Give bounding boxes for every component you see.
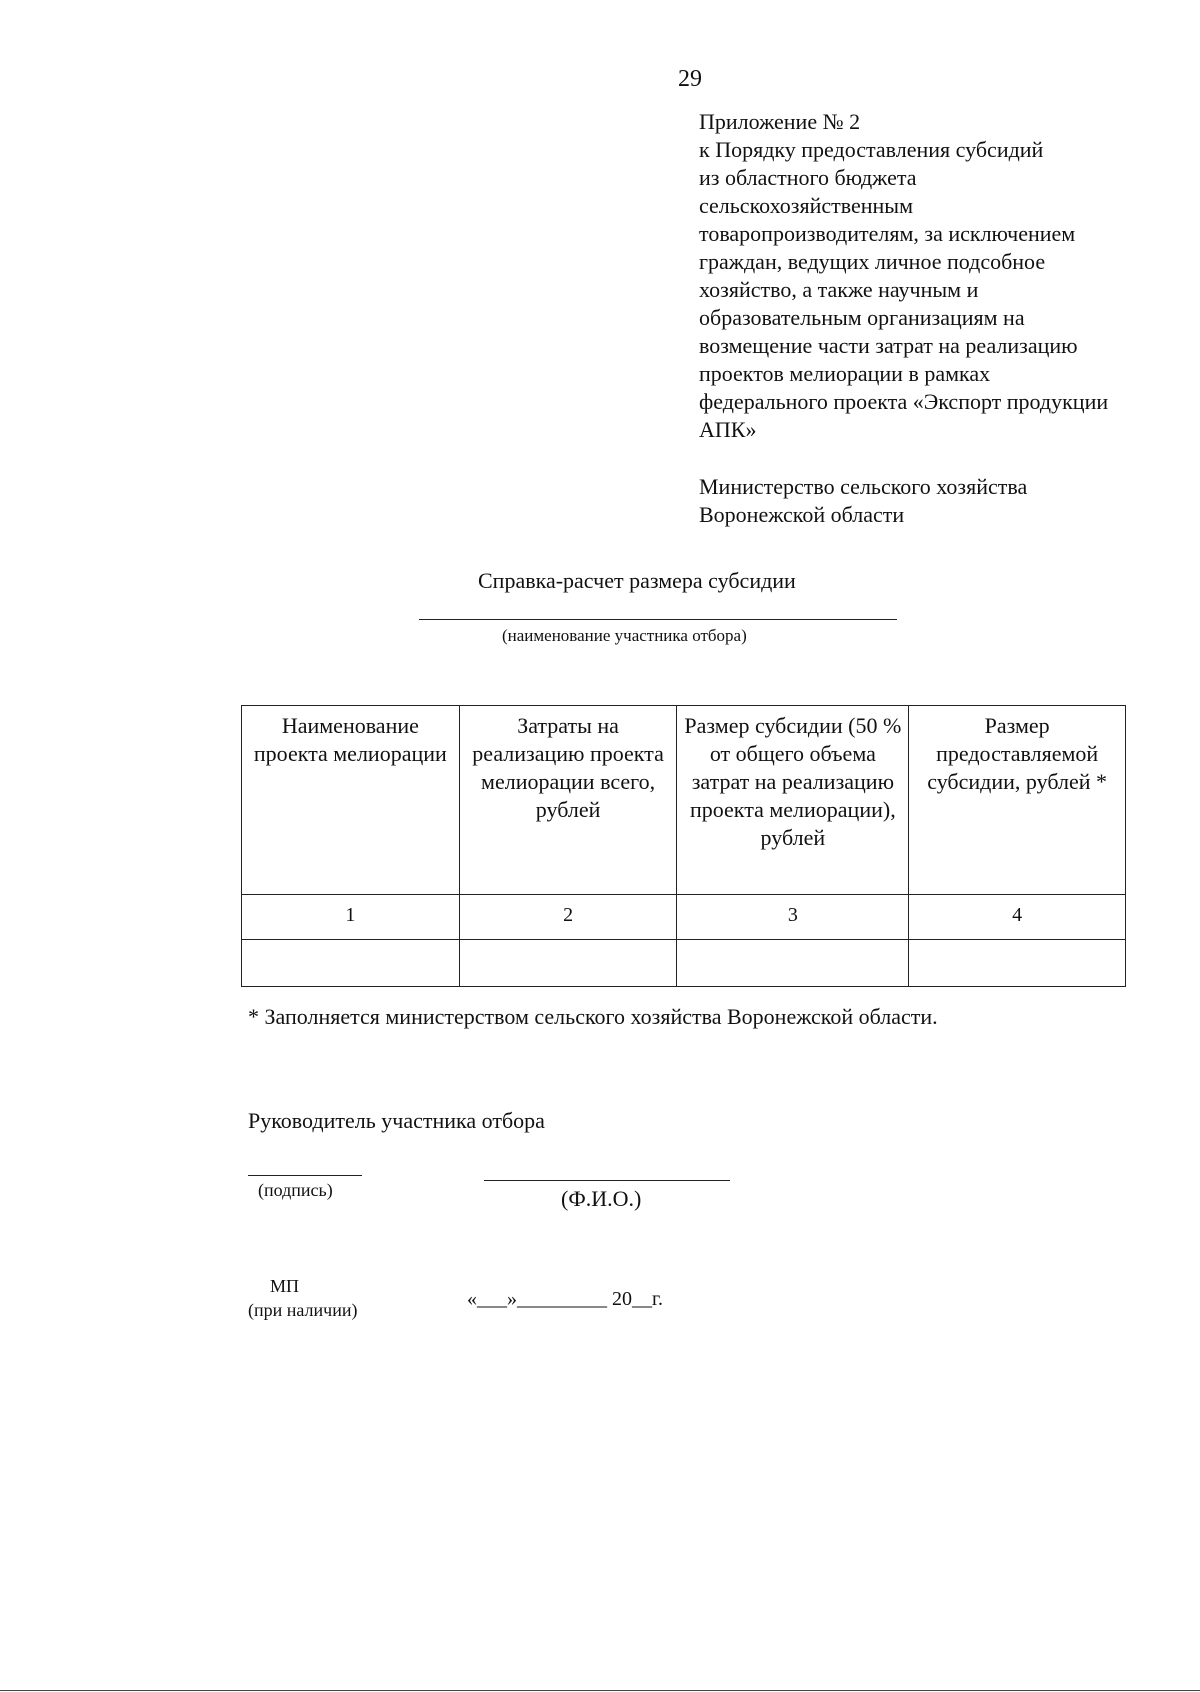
appendix-line: образовательным организациям на bbox=[699, 305, 1025, 330]
seal-note: (при наличии) bbox=[248, 1300, 358, 1320]
appendix-line: федерального проекта «Экспорт продукции bbox=[699, 389, 1109, 414]
appendix-line: проектов мелиорации в рамках bbox=[699, 361, 991, 386]
page-number: 29 bbox=[678, 66, 702, 92]
table-cell-empty[interactable] bbox=[677, 940, 909, 987]
appendix-line: АПК» bbox=[699, 417, 757, 442]
participant-name-caption: (наименование участника отбора) bbox=[502, 626, 747, 645]
appendix-line: граждан, ведущих личное подсобное bbox=[699, 249, 1046, 274]
appendix-line: сельскохозяйственным bbox=[699, 193, 913, 218]
appendix-line: товаропроизводителям, за исключением bbox=[699, 221, 1076, 246]
ministry-line: Министерство сельского хозяйства bbox=[699, 474, 1028, 499]
appendix-line: хозяйство, а также научным и bbox=[699, 277, 979, 302]
column-number: 1 bbox=[242, 895, 460, 940]
page-bottom-rule bbox=[0, 1690, 1200, 1691]
signature-line bbox=[248, 1175, 362, 1176]
table-cell-empty[interactable] bbox=[242, 940, 460, 987]
column-header-subsidy-amount: Размер субсидии (50 % от общего объема затрат на реализацию проекта мелиорации), рублей bbox=[677, 706, 909, 895]
signatory-title: Руководитель участника отбора bbox=[248, 1108, 545, 1133]
appendix-line: Приложение № 2 bbox=[699, 109, 861, 134]
seal-label: МП bbox=[270, 1276, 300, 1296]
table-footnote: * Заполняется министерством сельского хозяйства Воронежской области. bbox=[248, 1004, 938, 1029]
full-name-caption: (Ф.И.О.) bbox=[561, 1186, 642, 1211]
appendix-line: к Порядку предоставления субсидий bbox=[699, 137, 1044, 162]
column-header-granted-subsidy: Размер предоставляемой субсидии, рублей * bbox=[909, 706, 1126, 895]
column-number: 3 bbox=[677, 895, 909, 940]
appendix-line: из областного бюджета bbox=[699, 165, 917, 190]
participant-name-line bbox=[419, 619, 897, 620]
column-header-project-name: Наименование проекта мелиорации bbox=[242, 706, 460, 895]
table-cell-empty[interactable] bbox=[459, 940, 677, 987]
appendix-line: возмещение части затрат на реализацию bbox=[699, 333, 1078, 358]
ministry-address bbox=[699, 473, 1027, 529]
column-number: 2 bbox=[459, 895, 677, 940]
appendix-header bbox=[699, 108, 1169, 444]
table-header-row bbox=[242, 706, 1126, 895]
signature-caption: (подпись) bbox=[258, 1180, 333, 1200]
subsidy-calculation-table bbox=[241, 705, 1126, 987]
ministry-line: Воронежской области bbox=[699, 502, 905, 527]
table-row-empty bbox=[242, 940, 1126, 987]
table-cell-empty[interactable] bbox=[909, 940, 1126, 987]
document-title: Справка-расчет размера субсидии bbox=[478, 568, 796, 593]
column-number: 4 bbox=[909, 895, 1126, 940]
date-field: «___»_________ 20__г. bbox=[467, 1288, 663, 1310]
table-row-column-numbers bbox=[242, 895, 1126, 940]
column-header-total-costs: Затраты на реализацию проекта мелиорации всего, рублей bbox=[459, 706, 677, 895]
full-name-line bbox=[484, 1180, 730, 1181]
